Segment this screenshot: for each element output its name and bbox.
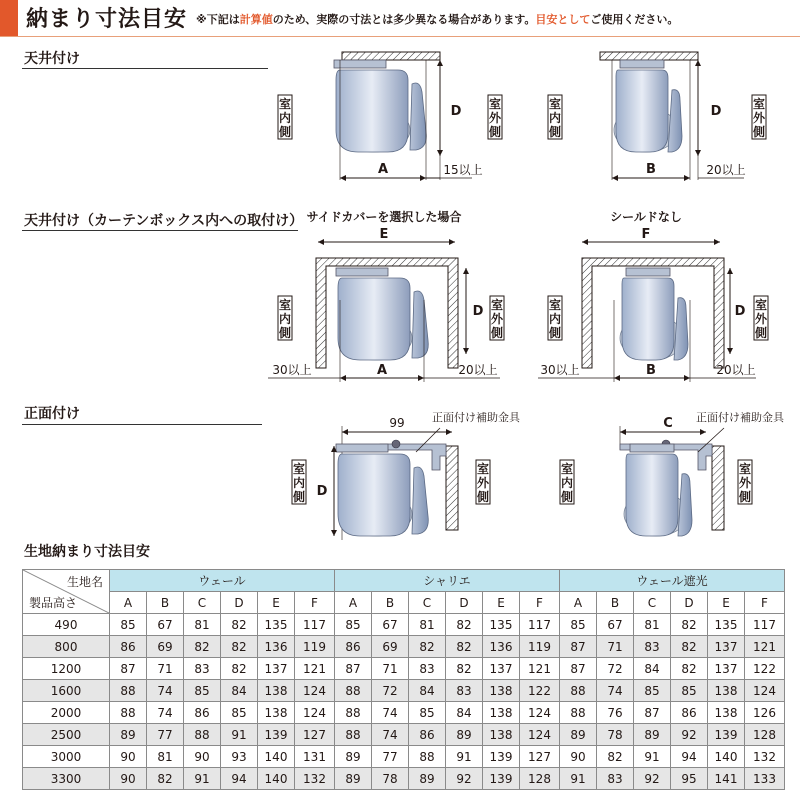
arrowhead [446,429,452,435]
corner-fabric-label: 生地名 [66,575,103,589]
arrowhead [449,239,455,245]
corner-height-label: 製品高さ [29,596,78,610]
table-row [23,746,785,768]
table-cell: 83 [634,636,671,658]
table-cell: 87 [560,658,597,680]
side-label-char: 側 [292,490,306,504]
table-cell: 121 [520,658,560,680]
table-cell: 89 [335,746,372,768]
dimension-label: 20以上 [716,363,756,377]
table-cell: 87 [110,658,147,680]
dimension-label: E [379,227,389,242]
bracket-screw [392,440,400,448]
row-height-label: 3300 [23,768,110,790]
table-cell: 82 [671,614,708,636]
arrowhead [463,348,469,354]
table-cell: 82 [184,636,221,658]
table-cell: 126 [745,702,785,724]
table-cell: 86 [184,702,221,724]
table-cell: 138 [483,724,520,746]
table-row [23,658,785,680]
page-title: 納まり寸法目安 [26,7,188,32]
table-cell: 87 [335,658,372,680]
table-cell: 92 [446,768,483,790]
blind-bracket [336,268,388,276]
table-cell: 82 [147,768,184,790]
column-header: B [372,592,409,614]
dimension-label: A [376,363,388,378]
table-cell: 137 [483,658,520,680]
side-label-char: 側 [278,125,292,139]
table-cell: 138 [258,702,295,724]
table-cell: 122 [745,658,785,680]
side-label-char: 内 [278,111,292,125]
table-cell: 82 [409,636,446,658]
arrowhead [437,150,443,156]
column-header: A [110,592,147,614]
arrowhead [342,429,348,435]
table-cell: 88 [184,724,221,746]
dimension-label: F [641,227,651,242]
table-cell: 82 [671,636,708,658]
table-cell: 71 [372,658,409,680]
section-title-front: 正面付け [24,406,80,422]
arrowhead [727,348,733,354]
table-cell: 81 [147,746,184,768]
table-cell: 83 [409,658,446,680]
table-cell: 83 [446,680,483,702]
dimension-label: D [710,104,722,119]
dimension-label: 20以上 [706,163,746,177]
table-cell: 90 [560,746,597,768]
column-header: A [560,592,597,614]
table-cell: 124 [295,702,335,724]
table-cell: 137 [708,636,745,658]
table-cell: 69 [147,636,184,658]
group-header: シャリエ [335,570,560,592]
table-row [23,680,785,702]
table-cell: 91 [560,768,597,790]
table-cell: 95 [671,768,708,790]
table-cell: 85 [560,614,597,636]
side-label-char: 室 [292,462,306,476]
side-cover [412,467,428,534]
side-label-char: 室 [738,462,752,476]
table-cell: 90 [110,768,147,790]
table-cell: 124 [520,702,560,724]
table-cell: 91 [446,746,483,768]
arrowhead [700,429,706,435]
side-label-char: 側 [476,490,490,504]
table-row [23,614,785,636]
table-cell: 135 [258,614,295,636]
column-header: B [147,592,184,614]
dimension-label: B [646,162,656,177]
table-cell: 119 [295,636,335,658]
arrowhead [420,175,426,181]
table-cell: 85 [409,702,446,724]
side-cover [674,298,688,360]
table-cell: 74 [147,680,184,702]
column-header: C [409,592,446,614]
table-cell: 86 [409,724,446,746]
side-label-char: 室 [476,462,490,476]
table-cell: 132 [745,746,785,768]
table-cell: 83 [597,768,634,790]
table-cell: 137 [708,658,745,680]
column-header: E [483,592,520,614]
arrowhead [614,375,620,381]
fit-dimension-table [22,569,785,790]
table-row [23,724,785,746]
arrowhead [331,530,337,536]
table-cell: 84 [634,658,671,680]
table-cell: 122 [520,680,560,702]
table-cell: 94 [671,746,708,768]
blind-bracket [336,444,388,452]
table-cell: 124 [295,680,335,702]
arrowhead [612,175,618,181]
side-label-char: 側 [738,490,752,504]
table-cell: 121 [295,658,335,680]
table-cell: 138 [708,702,745,724]
table-cell: 71 [597,636,634,658]
corner-diagonal [23,570,109,613]
table-cell: 85 [335,614,372,636]
table-cell: 81 [634,614,671,636]
dimension-label: D [316,484,328,499]
table-cell: 140 [258,746,295,768]
table-row [23,702,785,724]
table-cell: 90 [110,746,147,768]
table-cell: 117 [520,614,560,636]
table-cell: 74 [597,680,634,702]
ceiling-hatch [342,52,440,60]
table-cell: 85 [634,680,671,702]
header-note: ※下記は計算値のため、実際の寸法とは多少異なる場合があります。目安としてご使用ください。 [196,13,679,26]
table-cell: 121 [745,636,785,658]
table-cell: 133 [745,768,785,790]
dimension-label: 正面付け補助金具 [432,411,520,424]
dimension-label: D [734,304,746,319]
arrowhead [418,375,424,381]
table-cell: 88 [560,680,597,702]
table-cell: 69 [372,636,409,658]
table-cell: 82 [446,658,483,680]
dimension-label: 30以上 [272,363,312,377]
side-label-char: 側 [488,125,502,139]
table-cell: 72 [597,658,634,680]
table-cell: 83 [184,658,221,680]
table-cell: 117 [295,614,335,636]
side-label-char: 内 [548,312,562,326]
table-cell: 88 [110,702,147,724]
row-height-label: 3000 [23,746,110,768]
table-cell: 136 [483,636,520,658]
blind-drum [626,454,678,536]
side-label-char: 内 [548,111,562,125]
side-label-char: 外 [754,312,768,326]
dimension-label: 20以上 [458,363,498,377]
table-cell: 89 [409,768,446,790]
dimension-label: サイドカバーを選択した場合 [306,210,462,224]
table-cell: 85 [671,680,708,702]
arrowhead [318,239,324,245]
table-cell: 78 [372,768,409,790]
blind-drum [338,454,410,536]
table-cell: 82 [671,658,708,680]
arrowhead [727,268,733,274]
table-cell: 89 [335,768,372,790]
table-cell: 82 [221,636,258,658]
side-cover [412,291,428,358]
table-cell: 87 [634,702,671,724]
table-cell: 93 [221,746,258,768]
table-cell: 85 [110,614,147,636]
table-cell: 138 [258,680,295,702]
table-cell: 67 [147,614,184,636]
row-height-label: 800 [23,636,110,658]
table-cell: 87 [560,636,597,658]
table-cell: 124 [520,724,560,746]
side-label-char: 側 [278,326,292,340]
side-label-char: 外 [488,111,502,125]
column-header: F [520,592,560,614]
side-label-char: 室 [278,298,292,312]
row-height-label: 2000 [23,702,110,724]
row-height-label: 1600 [23,680,110,702]
group-header: ウェール遮光 [560,570,785,592]
side-label-char: 側 [560,490,574,504]
table-cell: 85 [184,680,221,702]
table-cell: 139 [483,746,520,768]
table-cell: 140 [708,746,745,768]
dimension-label: 15以上 [443,163,483,177]
arrowhead [463,268,469,274]
blind-drum [338,278,410,360]
table-cell: 82 [446,614,483,636]
arrowhead [695,150,701,156]
dimension-label: A [377,162,389,177]
table-cell: 82 [221,658,258,680]
table-cell: 88 [560,702,597,724]
side-label-char: 室 [490,298,504,312]
table-cell: 119 [520,636,560,658]
side-label-char: 側 [754,326,768,340]
dimension-label: 99 [389,416,405,430]
table-row [23,768,785,790]
column-header: B [597,592,634,614]
table-cell: 127 [295,724,335,746]
table-cell: 89 [110,724,147,746]
arrowhead [714,239,720,245]
row-height-label: 490 [23,614,110,636]
side-label-char: 側 [752,125,766,139]
table-cell: 81 [409,614,446,636]
side-cover [678,474,692,536]
column-header: D [221,592,258,614]
dimension-label: D [450,104,462,119]
ceiling-hatch [600,52,698,60]
table-cell: 89 [446,724,483,746]
table-cell: 84 [221,680,258,702]
table-row [23,636,785,658]
dimension-label: シールドなし [610,210,682,224]
side-label-char: 室 [548,97,562,111]
table-cell: 88 [335,702,372,724]
table-cell: 91 [184,768,221,790]
dimension-label: C [663,416,673,431]
table-cell: 88 [335,724,372,746]
table-cell: 138 [483,702,520,724]
column-header: A [335,592,372,614]
side-cover [410,83,426,150]
arrowhead [437,60,443,66]
column-header: C [184,592,221,614]
table-cell: 136 [258,636,295,658]
arrowhead [340,175,346,181]
table-cell: 117 [745,614,785,636]
table-cell: 82 [446,636,483,658]
table-cell: 131 [295,746,335,768]
arrowhead [620,429,626,435]
table-cell: 137 [258,658,295,680]
section-title-box: 天井付け（カーテンボックス内への取付け） [24,213,304,229]
table-cell: 85 [221,702,258,724]
table-cell: 90 [184,746,221,768]
arrowhead [684,375,690,381]
row-height-label: 2500 [23,724,110,746]
side-label-char: 室 [488,97,502,111]
column-header: F [295,592,335,614]
table-cell: 138 [483,680,520,702]
table-cell: 139 [258,724,295,746]
arrowhead [684,175,690,181]
table-cell: 77 [372,746,409,768]
table-cell: 139 [708,724,745,746]
table-cell: 135 [483,614,520,636]
column-header: E [258,592,295,614]
side-label-char: 内 [278,312,292,326]
table-cell: 86 [110,636,147,658]
table-cell: 74 [147,702,184,724]
side-label-char: 室 [752,97,766,111]
side-label-char: 内 [560,476,574,490]
side-label-char: 外 [738,476,752,490]
table-cell: 139 [483,768,520,790]
table-cell: 76 [597,702,634,724]
side-label-char: 外 [490,312,504,326]
wall-hatch [446,446,458,530]
table-cell: 67 [597,614,634,636]
table-cell: 128 [745,724,785,746]
table-cell: 88 [110,680,147,702]
wall-hatch [712,446,724,530]
table-cell: 72 [372,680,409,702]
side-label-char: 側 [548,125,562,139]
table-cell: 74 [372,702,409,724]
table-cell: 82 [221,614,258,636]
table-cell: 127 [520,746,560,768]
table-cell: 89 [634,724,671,746]
table-cell: 92 [634,768,671,790]
arrowhead [695,60,701,66]
arrowhead [340,375,346,381]
table-cell: 138 [708,680,745,702]
blind-drum [622,278,674,360]
side-label-char: 側 [490,326,504,340]
side-label-char: 室 [560,462,574,476]
table-cell: 124 [745,680,785,702]
table-cell: 92 [671,724,708,746]
table-cell: 84 [446,702,483,724]
side-label-char: 外 [476,476,490,490]
blind-bracket [334,60,386,68]
arrowhead [582,239,588,245]
section-title-table: 生地納まり寸法目安 [24,544,150,560]
table-cell: 88 [335,680,372,702]
column-header: D [446,592,483,614]
side-cover [668,90,682,152]
dimension-label: D [472,304,484,319]
table-cell: 67 [372,614,409,636]
row-height-label: 1200 [23,658,110,680]
blind-drum [336,70,408,152]
table-cell: 78 [597,724,634,746]
dimension-label: B [646,363,656,378]
blind-bracket [620,60,664,68]
table-cell: 74 [372,724,409,746]
column-header: E [708,592,745,614]
table-cell: 86 [335,636,372,658]
table-cell: 77 [147,724,184,746]
table-cell: 86 [671,702,708,724]
table-cell: 89 [560,724,597,746]
table-cell: 71 [147,658,184,680]
table-cell: 82 [597,746,634,768]
column-header: F [745,592,785,614]
table-cell: 88 [409,746,446,768]
dimension-label: 正面付け補助金具 [696,411,784,424]
blind-bracket [630,444,674,452]
table-cell: 94 [221,768,258,790]
side-label-char: 側 [548,326,562,340]
side-label-char: 室 [278,97,292,111]
column-header: D [671,592,708,614]
table-cell: 135 [708,614,745,636]
dimension-label: 30以上 [540,363,580,377]
side-label-char: 外 [752,111,766,125]
section-title-ceiling: 天井付け [24,51,80,67]
column-header: C [634,592,671,614]
table-cell: 141 [708,768,745,790]
side-label-char: 内 [292,476,306,490]
table-cell: 81 [184,614,221,636]
blind-bracket [626,268,670,276]
table-corner [23,570,110,614]
side-label-char: 室 [754,298,768,312]
table-cell: 132 [295,768,335,790]
group-header: ウェール [110,570,335,592]
table-cell: 128 [520,768,560,790]
side-label-char: 室 [548,298,562,312]
table-cell: 91 [634,746,671,768]
table-cell: 91 [221,724,258,746]
table-cell: 140 [258,768,295,790]
table-cell: 84 [409,680,446,702]
blind-drum [616,70,668,152]
